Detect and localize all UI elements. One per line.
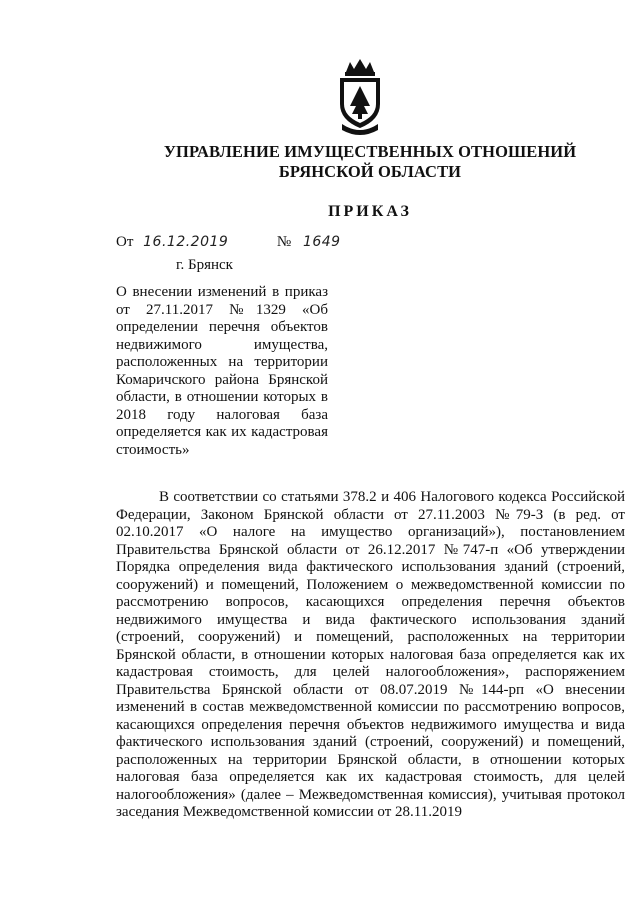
coat-of-arms-icon bbox=[334, 58, 386, 140]
handwritten-date: 16.12.2019 bbox=[143, 234, 229, 250]
order-subject: О внесении изменений в приказ от 27.11.2017 №1329 «Об определении перечня объектов недвижимого имущества, расположенных на территории Комаричского района Брянской области, в отношении которых в 2018 году налоговая база определяется как их кадастровая стоимость» bbox=[116, 284, 328, 458]
number-label: № bbox=[276, 234, 292, 250]
organization-name-line2: БРЯНСКОЙ ОБЛАСТИ bbox=[278, 162, 462, 181]
organization-name-line1: УПРАВЛЕНИЕ ИМУЩЕСТВЕННЫХ ОТНОШЕНИЙ bbox=[163, 142, 577, 161]
handwritten-number: 1649 bbox=[302, 234, 341, 250]
date-number-line bbox=[116, 234, 341, 251]
body-paragraph: В соответствии со статьями 378.2 и 406 Налогового кодекса Российской Федерации, Законом Брянской области от 27.11.2003 №79-З (в ред. от 02.10.2017 «О налоге на имущество организаций»), постановлением Правительства Брянской области от 26.12.2017 №747-п «Об утверждении Порядка определения вида фактического использования зданий (строений, сооружений) и помещений, Положением о межведомственной комиссии по рассмотрению вопросов, касающихся определения перечня объектов недвижимого имущества и вида фактического использования зданий (строений, сооружений) и помещений, расположенных на территории Брянской области, в отношении которых налоговая база определяется как их кадастровая стоимость, для целей налогообложения», распоряжением Правительства Брянской области от 08.07.2019 №144-рп «О внесении изменений в состав межведомственной комиссии по рассмотрению вопросов, касающихся определения перечня объектов недвижимого имущества и вида фактического использования зданий (строений, сооружений) и помещений, расположенных на территории Брянской области, в отношении которых налоговая база определяется как их кадастровая стоимость, для целей налогообложения» (далее – Межведомственная комиссия), учитывая протокол заседания Межведомственной комиссии от 28.11.2019 bbox=[116, 489, 625, 820]
date-label: От bbox=[116, 234, 134, 250]
city-name: г. Брянск bbox=[176, 257, 233, 273]
document-type-title: ПРИКАЗ bbox=[328, 203, 412, 220]
